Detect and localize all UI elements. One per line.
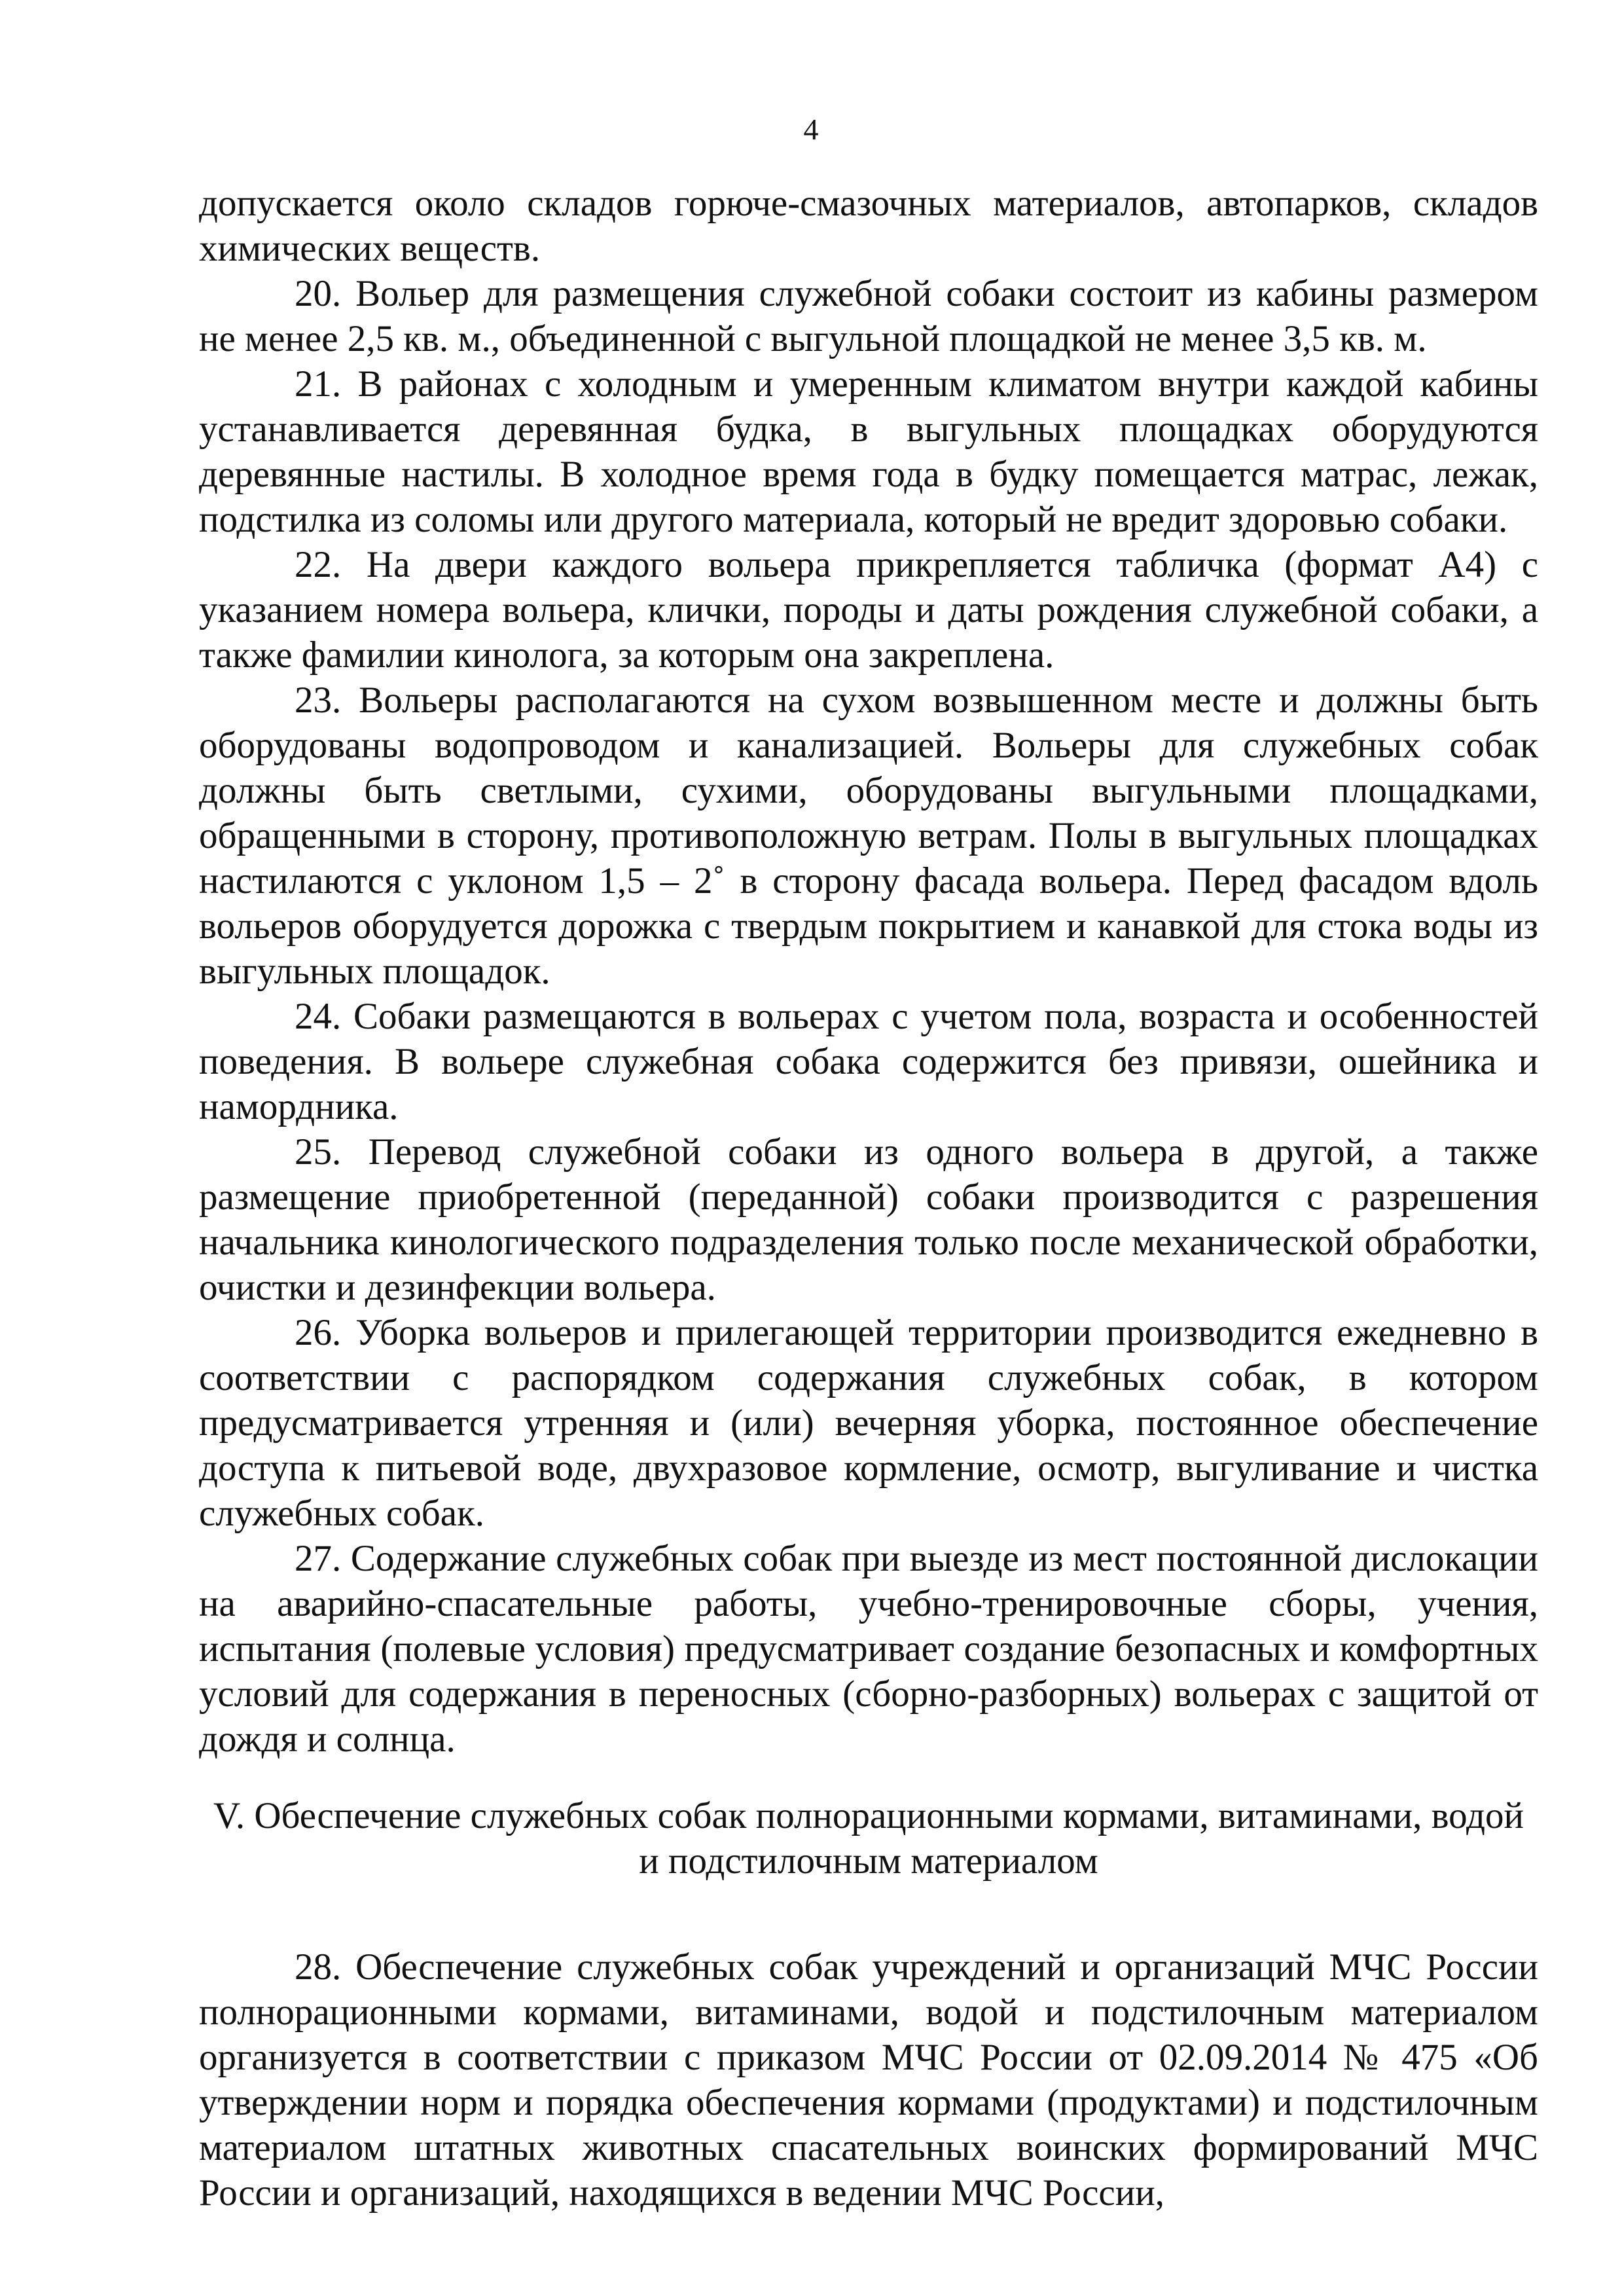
paragraph-number: 21. — [295, 363, 342, 405]
paragraph-27 — [199, 1536, 1538, 1762]
continuation-paragraph: допускается около складов горюче-смазочных материалов, автопарков, складов химических веществ. — [199, 183, 1538, 269]
paragraph-21 — [199, 361, 1538, 542]
document-body — [199, 181, 1538, 2215]
paragraph-25 — [199, 1129, 1538, 1310]
paragraph-number: 23. — [295, 680, 342, 721]
paragraph-text: Перевод служебной собаки из одного вольера в другой, а также размещение приобретенной (переданной) собаки производится с разрешения начальника кинологического подразделения только после механической обработки, очистки и дезинфекции вольера. — [199, 1131, 1538, 1308]
section-heading-line-2: и подстилочным материалом — [639, 1840, 1098, 1882]
section-heading-line-1: V. Обеспечение служебных собак полнорационными кормами, витаминами, водой — [213, 1795, 1524, 1836]
paragraph-text: Уборка вольеров и прилегающей территории производится ежедневно в соответствии с распорядком содержания служебных собак, в котором предусматривается утренняя и (или) вечерняя уборка, постоянное обеспечение доступа к питьевой воде, двухразовое кормление, осмотр, выгуливание и чистка служебных собак. — [199, 1312, 1539, 1534]
paragraph-text: Обеспечение служебных собак учреждений и организаций МЧС России полнорационными кормами, витаминами, водой и подстилочным материалом организуется в соответствии с приказом МЧС России от 02.09.2014 № 475 «Об утверждении норм и порядка обеспечения кормами (продуктами) и подстилочным материалом штатных животных спасательных воинских формирований МЧС России и организаций, находящихся в ведении МЧС России, — [199, 1946, 1539, 2214]
paragraph-23 — [199, 678, 1538, 994]
paragraph-22 — [199, 542, 1538, 678]
paragraph-text: Вольер для размещения служебной собаки состоит из кабины размером не менее 2,5 кв. м., объединенной с выгульной площадкой не менее 3,5 кв. м. — [199, 273, 1538, 359]
page-number: 4 — [803, 113, 819, 146]
paragraph-20 — [199, 271, 1538, 361]
paragraph-number: 20. — [295, 273, 342, 314]
paragraph-number: 25. — [295, 1131, 342, 1173]
paragraph-text: Собаки размещаются в вольерах с учетом пола, возраста и особенностей поведения. В вольере служебная собака содержится без привязи, ошейника и намордника. — [199, 996, 1539, 1127]
section-heading — [199, 1793, 1538, 1884]
paragraph-number: 22. — [295, 544, 342, 585]
paragraph-text: В районах с холодным и умеренным климатом внутри каждой кабины устанавливается деревянная будка, в выгульных площадках оборудуются деревянные настилы. В холодное время года в будку помещается матрас, лежак, подстилка из соломы или другого материала, который не вредит здоровью собаки. — [199, 363, 1538, 540]
paragraph-number: 24. — [295, 996, 342, 1037]
paragraph-text: Вольеры располагаются на сухом возвышенном месте и должны быть оборудованы водопроводом и канализацией. Вольеры для служебных собак должны быть светлыми, сухими, оборудованы выгульными площадками, обращенными в сторону, противоположную ветрам. Полы в выгульных площадках настилаются с уклоном 1,5 – 2˚ в сторону фасада вольера. Перед фасадом вдоль вольеров оборудуется дорожка с твердым покрытием и канавкой для стока воды из выгульных площадок. — [199, 680, 1539, 992]
paragraph-number: 27. — [295, 1538, 342, 1579]
paragraph-text: Содержание служебных собак при выезде из мест постоянной дислокации на аварийно-спасательные работы, учебно-тренировочные сборы, учения, испытания (полевые условия) предусматривает создание безопасных и комфортных условий для содержания в переносных (сборно-разборных) вольерах с защитой от дождя и солнца. — [199, 1538, 1538, 1760]
paragraph-text: На двери каждого вольера прикрепляется табличка (формат А4) с указанием номера вольера, клички, породы и даты рождения служебной собаки, а также фамилии кинолога, за которым она закреплена. — [199, 544, 1539, 676]
paragraph-26 — [199, 1310, 1538, 1536]
paragraph-number: 26. — [295, 1312, 342, 1353]
paragraph-24 — [199, 994, 1538, 1129]
paragraph-number: 28. — [295, 1946, 342, 1988]
paragraph-28 — [199, 1944, 1538, 2215]
